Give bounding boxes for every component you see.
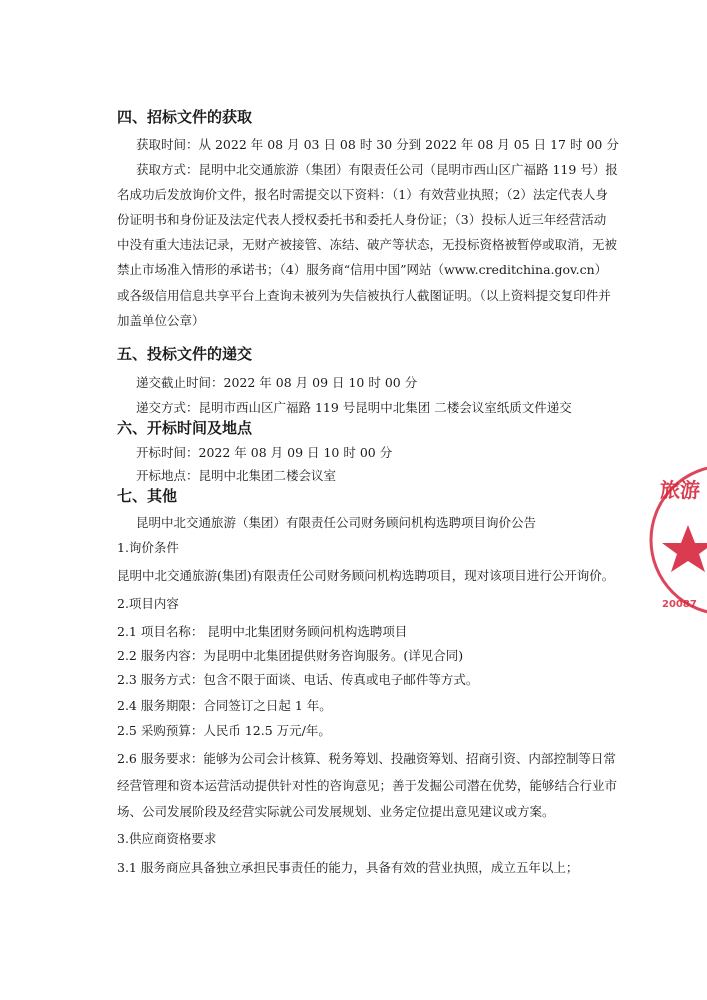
s4-method-line: 或各级信用信息共享平台上查询未被列为失信被执行人截图证明。（以上资料提交复印件并: [117, 288, 611, 303]
seal-star: [662, 525, 707, 572]
s7-line: 3.供应商资格要求: [117, 831, 217, 846]
s4-method-line: 加盖单位公章）: [117, 313, 205, 328]
s7-line: 场、公司发展阶段及经营实际就公司发展规划、业务定位提出意见建议或方案。: [117, 804, 555, 819]
company-seal: [640, 455, 707, 625]
s7-line: 2.1 项目名称： 昆明中北集团财务顾问机构选聘项目: [117, 624, 408, 639]
s5-deadline: 递交截止时间：2022 年 08 月 09 日 10 时 00 分: [136, 375, 418, 390]
s4-method-line: 中没有重大违法记录，无财产被接管、冻结、破产等状态，无投标资格被暂停或取消，无被: [117, 237, 618, 252]
s4-time: 获取时间：从 2022 年 08 月 03 日 08 时 30 分到 2022 年 08 月 05 日 17 时 00 分: [136, 137, 619, 152]
s7-line: 2.5 采购预算：人民币 12.5 万元/年。: [117, 723, 331, 738]
s7-line: 3.1 服务商应具备独立承担民事责任的能力，具备有效的营业执照，成立五年以上；: [117, 860, 579, 875]
s4-method-line: 份证明书和身份证及法定代表人授权委托书和委托人身份证；（3）投标人近三年经营活动: [117, 212, 607, 227]
s7-line: 2.项目内容: [117, 596, 179, 611]
s7-line: 2.2 服务内容：为昆明中北集团提供财务咨询服务。(详见合同): [117, 648, 464, 663]
s4-method-line: 名成功后发放询价文件，报名时需提交以下资料：（1）有效营业执照；（2）法定代表人身: [117, 187, 608, 202]
section-7-heading: 七、其他: [117, 487, 178, 505]
seal-text: 旅游: [660, 478, 700, 502]
s4-method-line: 获取方式：昆明中北交通旅游（集团）有限责任公司（昆明市西山区广福路 119 号）报: [136, 162, 618, 177]
section-4-heading: 四、招标文件的获取: [117, 108, 253, 126]
s7-line: 1.询价条件: [117, 540, 179, 555]
s4-method-line: 禁止市场准入情形的承诺书；（4）服务商“信用中国”网站（www.creditchina.gov.cn）: [117, 262, 608, 277]
s7-line: 昆明中北交通旅游(集团)有限责任公司财务顾问机构选聘项目，现对该项目进行公开询价。: [117, 568, 615, 583]
s6-time: 开标时间：2022 年 08 月 09 日 10 时 00 分: [136, 445, 393, 460]
seal-number: 20087: [662, 599, 697, 610]
s6-place: 开标地点：昆明中北集团二楼会议室: [136, 468, 337, 483]
section-6-heading: 六、开标时间及地点: [117, 419, 253, 437]
s7-line: 2.3 服务方式：包含不限于面谈、电话、传真或电子邮件等方式。: [117, 672, 479, 687]
s7-line: 经营管理和资本运营活动提供针对性的咨询意见；善于发掘公司潜在优势，能够结合行业市: [117, 778, 618, 793]
section-5-heading: 五、投标文件的递交: [117, 345, 253, 363]
s7-line: 2.6 服务要求：能够为公司会计核算、税务筹划、投融资筹划、招商引资、内部控制等日常: [117, 751, 616, 766]
notice-title: 昆明中北交通旅游（集团）有限责任公司财务顾问机构选聘项目询价公告: [136, 515, 537, 530]
seal-graphic: [640, 455, 707, 625]
s5-method: 递交方式：昆明市西山区广福路 119 号昆明中北集团 二楼会议室纸质文件递交: [136, 400, 572, 415]
s7-line: 2.4 服务期限：合同签订之日起 1 年。: [117, 698, 332, 713]
